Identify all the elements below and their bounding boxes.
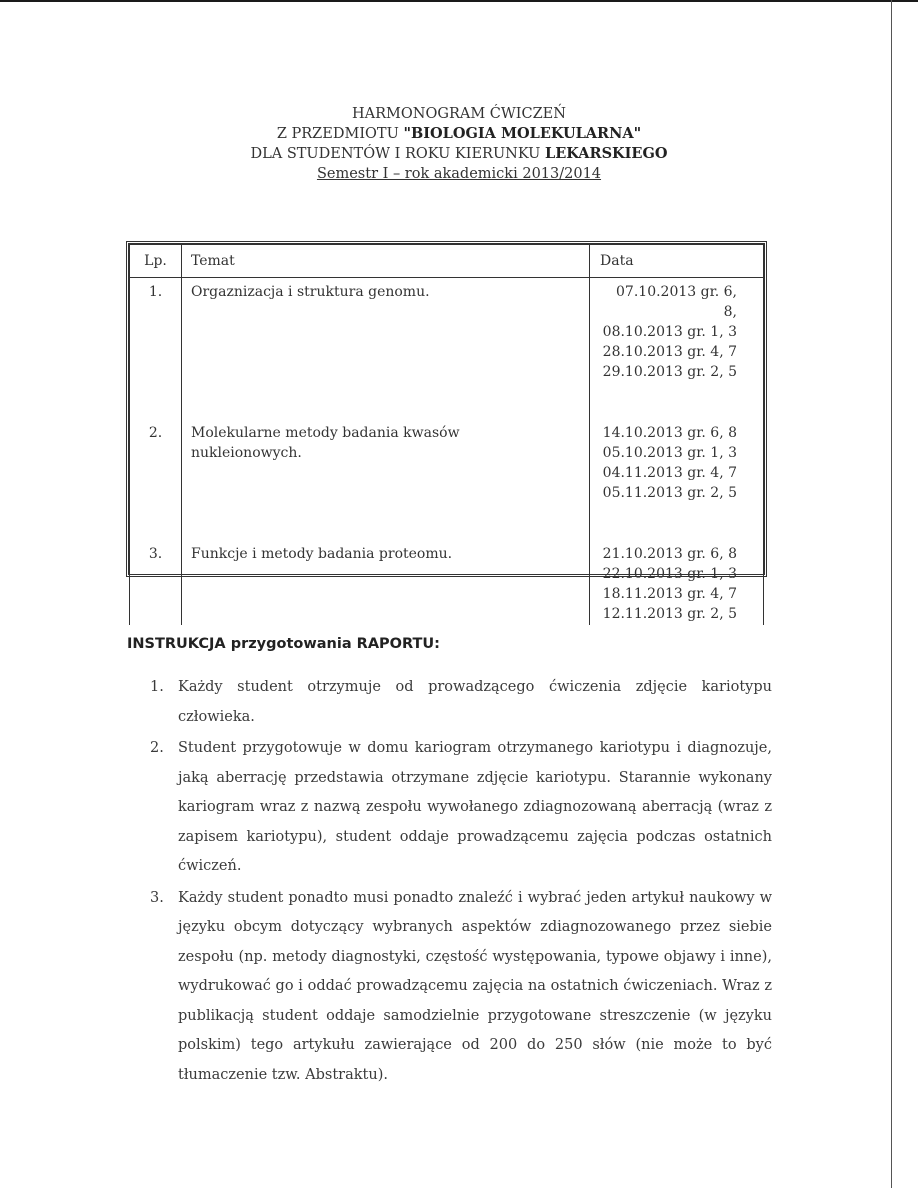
schedule-table xyxy=(126,241,767,622)
date-entry: 28.10.2013 gr. 4, 7 xyxy=(602,344,737,360)
header-line-3: DLA STUDENTÓW I ROKU KIERUNKU LEKARSKIEGO xyxy=(250,145,668,162)
header-line-1: HARMONOGRAM ĆWICZEŃ xyxy=(352,106,566,122)
course-name: "BIOLOGIA MOLEKULARNA" xyxy=(403,125,642,142)
row-dates xyxy=(600,420,737,503)
list-item xyxy=(150,673,772,732)
list-item xyxy=(150,884,772,1091)
row-dates xyxy=(600,541,737,624)
date-entry: 05.11.2013 gr. 2, 5 xyxy=(602,485,737,501)
row-number: 3. xyxy=(148,546,163,562)
page-top-border xyxy=(0,0,918,2)
date-entry: 08.10.2013 gr. 1, 3 xyxy=(602,324,737,340)
date-entry: 29.10.2013 gr. 2, 5 xyxy=(602,364,737,380)
table-row xyxy=(130,540,764,625)
row-topic: Molekularne metody badania kwasów nukleionowych. xyxy=(191,425,460,461)
list-item-number: 2. xyxy=(150,740,164,756)
list-item-number: 3. xyxy=(150,889,164,906)
date-entry: 18.11.2013 gr. 4, 7 xyxy=(602,586,737,602)
date-entry: 14.10.2013 gr. 6, 8 xyxy=(602,425,737,441)
table-row xyxy=(130,419,764,540)
row-number: 2. xyxy=(148,425,163,441)
row-number: 1. xyxy=(148,284,163,300)
header-line-4: Semestr I – rok akademicki 2013/2014 xyxy=(316,166,602,182)
date-entry: 22.10.2013 gr. 1, 3 xyxy=(602,566,737,582)
instructions-list xyxy=(150,673,772,1092)
date-entry: 21.10.2013 gr. 6, 8 xyxy=(602,546,737,562)
col-header-lp: Lp. xyxy=(130,245,182,278)
date-entry: 07.10.2013 gr. 6, 8, xyxy=(616,284,737,320)
table-header-row xyxy=(130,245,764,278)
table-row xyxy=(130,278,764,420)
list-item-text: Każdy student ponadto musi ponadto znaleźć i wybrać jeden artykuł naukowy w języku obcym dotyczący wybranych aspektów zdiagnozowanego przez siebie zespołu (np. metody diagnostyki, częstość występowania, typowe objawy i inne), wydrukować go i oddać prowadzącemu zajęcia na ostatnich ćwiczeniach. Wraz z publikacją student oddaje samodzielnie przygotowane streszczenie (w języku polskim) tego artykułu zawierające od 200 do 250 słów (nie może to być tłumaczenie tzw. Abstraktu). xyxy=(178,889,772,1083)
instructions-title: INSTRUKCJA przygotowania RAPORTU: xyxy=(127,636,440,652)
row-dates xyxy=(600,279,737,382)
document-header xyxy=(0,104,918,184)
date-entry: 12.11.2013 gr. 2, 5 xyxy=(602,606,737,622)
list-item-number: 1. xyxy=(150,679,164,695)
col-header-topic: Temat xyxy=(182,245,590,278)
list-item-text: Każdy student otrzymuje od prowadzącego ćwiczenia zdjęcie kariotypu człowieka. xyxy=(178,679,772,725)
list-item-text: Student przygotowuje w domu kariogram otrzymanego kariotypu i diagnozuje, jaką aberrację przedstawia otrzymane zdjęcie kariotypu. Starannie wykonany kariogram wraz z nazwą zespołu wywołanego zdiagnozowaną aberracją (wraz z zapisem kariotypu), student oddaje prowadzącemu zajęcia podczas ostatnich ćwiczeń. xyxy=(178,740,772,874)
col-header-date: Data xyxy=(590,245,764,278)
row-topic: Orgaznizacja i struktura genomu. xyxy=(191,284,430,300)
date-entry: 05.10.2013 gr. 1, 3 xyxy=(602,445,737,461)
row-topic: Funkcje i metody badania proteomu. xyxy=(191,546,453,562)
header-line-2: Z PRZEDMIOTU "BIOLOGIA MOLEKULARNA" xyxy=(276,125,642,142)
date-entry: 04.11.2013 gr. 4, 7 xyxy=(602,465,737,481)
list-item xyxy=(150,734,772,882)
faculty-name: LEKARSKIEGO xyxy=(545,145,668,162)
